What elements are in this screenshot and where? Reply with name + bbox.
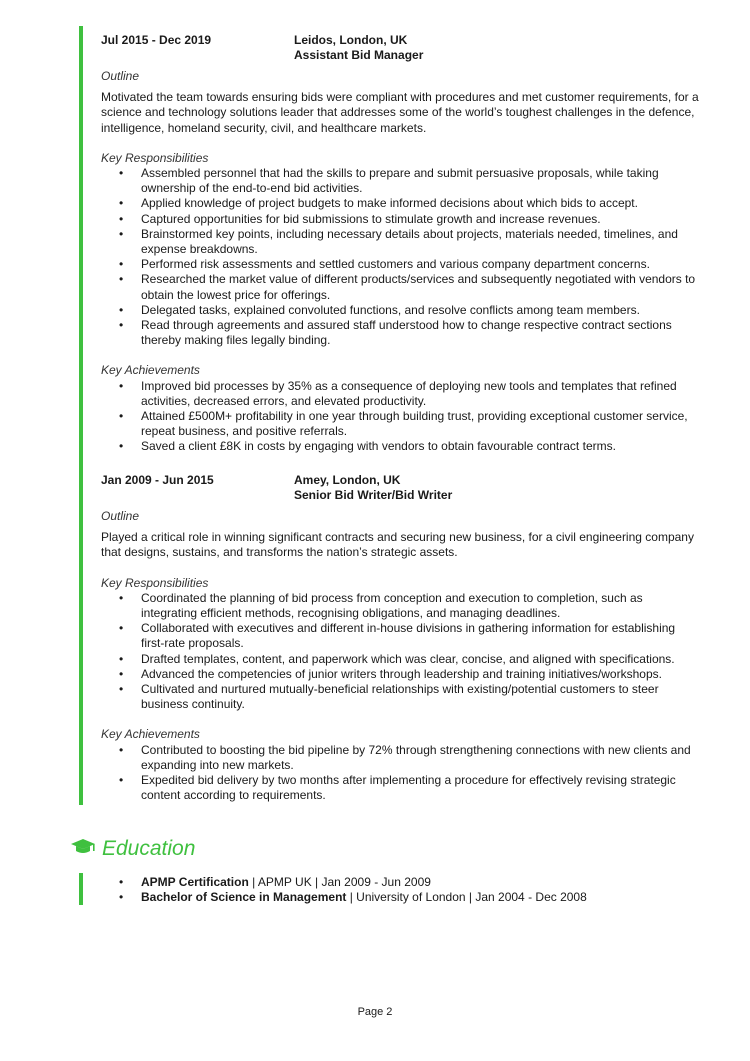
list-item <box>119 302 701 318</box>
list-item-text: Researched the market value of different products/services and subsequently negotiated with vendors to obtain the lowest price for offerings. <box>141 272 696 302</box>
bullet-marker: • <box>119 682 124 697</box>
bullet-marker: • <box>119 196 124 211</box>
achievements-list <box>119 378 701 455</box>
list-item-text: Read through agreements and assured staff understood how to change respective contract sections thereby making files legally binding. <box>141 318 672 348</box>
bullet-marker: • <box>119 378 124 393</box>
bullet-marker: • <box>119 621 124 636</box>
list-item-text: Improved bid processes by 35% as a consequence of deploying new tools and templates that refined activities, decreased errors, and elevated productivity. <box>141 378 677 408</box>
bullet-marker: • <box>119 773 124 788</box>
list-item <box>119 621 701 651</box>
job-entry <box>101 33 701 455</box>
job-header <box>101 473 701 503</box>
bullet-marker: • <box>119 651 124 666</box>
education-list <box>119 875 701 905</box>
responsibilities-label: Key Responsibilities <box>101 150 209 165</box>
list-item <box>119 666 701 682</box>
list-item-text: Attained £500M+ profitability in one year through building trust, providing exceptional customer service, repeat business, and positive referrals. <box>141 409 688 439</box>
list-item-text: Expedited bid delivery by two months after implementing a procedure for effectively revising strategic content according to requirements. <box>141 773 676 803</box>
job-dates: Jul 2015 - Dec 2019 <box>101 33 212 47</box>
job-header <box>101 33 701 63</box>
bullet-marker: • <box>119 318 124 333</box>
list-item <box>119 257 701 272</box>
list-item-text: Assembled personnel that had the skills to prepare and submit persuasive proposals, while taking ownership of the end-to-end bid activities. <box>141 166 659 196</box>
bullet-marker: • <box>119 166 124 181</box>
list-item-text: Brainstormed key points, including necessary details about projects, materials needed, timelines, and expense breakdowns. <box>141 226 678 257</box>
education-details: | University of London | Jan 2004 - Dec 2008 <box>346 890 587 905</box>
list-item <box>119 409 701 439</box>
bullet-marker: • <box>119 211 124 226</box>
bullet-marker: • <box>119 302 124 317</box>
bullet-marker: • <box>119 742 124 757</box>
bullet-marker: • <box>119 257 124 272</box>
list-item <box>119 196 701 211</box>
list-item-text: Advanced the competencies of junior writers through leadership and training initiatives/workshops. <box>141 666 662 681</box>
job-entry <box>101 473 701 803</box>
education-item: • Bachelor of Science in Management | University of London | Jan 2004 - Dec 2008 <box>119 890 587 905</box>
bullet-marker: • <box>119 226 124 241</box>
list-item-text: Coordinated the planning of bid process from conception and execution to completion, such as integrating efficient methods, recognising obligations, and managing deadlines. <box>141 590 643 621</box>
education-details: | APMP UK | Jan 2009 - Jun 2009 <box>248 875 431 889</box>
list-item-text: Performed risk assessments and settled customers and various company department concerns. <box>141 257 650 272</box>
list-item-text: Drafted templates, content, and paperwork which was clear, concise, and aligned with specifications. <box>141 651 675 666</box>
job-outline: Played a critical role in winning significant contracts and securing new business, for a civil engineering company that designs, sustains, and transforms the nation’s strategic assets. <box>101 530 694 560</box>
list-item <box>119 211 701 227</box>
responsibilities-label: Key Responsibilities <box>101 575 209 590</box>
list-item <box>119 651 701 667</box>
education-item: • APMP Certification | APMP UK | Jan 2009 - Jun 2009 <box>119 875 431 889</box>
list-item-text: Saved a client £8K in costs by engaging with vendors to obtain favourable contract terms. <box>141 439 616 454</box>
list-item <box>119 318 701 348</box>
outline-label: Outline <box>101 69 140 83</box>
list-item <box>119 682 701 712</box>
job-company: Leidos, London, UK <box>294 33 408 47</box>
list-item <box>119 773 701 803</box>
list-item-text: Cultivated and nurtured mutually-beneficial relationships with existing/potential customers to steer business continuity. <box>141 682 659 712</box>
list-item-text: Contributed to boosting the bid pipeline by 72% through strengthening connections with new clients and expanding into new markets. <box>141 742 691 772</box>
page-number: Page 2 <box>357 1006 393 1018</box>
achievements-label: Key Achievements <box>101 727 200 742</box>
achievements-label: Key Achievements <box>101 363 200 378</box>
list-item <box>119 272 701 302</box>
bullet-marker: • <box>119 590 124 605</box>
job-title: Assistant Bid Manager <box>294 48 424 62</box>
list-item-text: Delegated tasks, explained convoluted functions, and resolve conflicts among team members. <box>141 302 640 317</box>
list-item <box>119 590 701 621</box>
list-item <box>119 166 701 196</box>
list-item-text: Applied knowledge of project budgets to make informed decisions about which bids to accept. <box>141 196 638 211</box>
bullet-marker: • <box>119 439 124 454</box>
achievements-list <box>119 742 701 804</box>
list-item <box>119 742 701 773</box>
education-name: APMP Certification <box>141 875 249 889</box>
graduation-cap-icon <box>70 838 96 860</box>
responsibilities-list <box>119 166 701 348</box>
job-company: Amey, London, UK <box>294 473 401 487</box>
education-title: Education <box>102 837 196 861</box>
job-dates: Jan 2009 - Jun 2015 <box>101 473 214 487</box>
bullet-marker: • <box>119 666 124 681</box>
education-accent-bar <box>79 873 83 905</box>
job-outline: Motivated the team towards ensuring bids were compliant with procedures and met customer requirements, for a science and technology solutions leader that addresses some of the world’s toughest challenges in the defence, intelligence, homeland security, civil, and healthcare markets. <box>101 90 699 135</box>
list-item <box>119 378 701 409</box>
bullet-marker: • <box>119 272 124 287</box>
experience-accent-bar <box>79 26 83 805</box>
list-item-text: Collaborated with executives and different in-house divisions in gathering information for establishing first-rate proposals. <box>141 621 676 651</box>
outline-label: Outline <box>101 509 140 523</box>
list-item-text: Captured opportunities for bid submissions to stimulate growth and increase revenues. <box>141 211 601 226</box>
education-heading <box>70 836 195 862</box>
bullet-marker: • <box>119 409 124 424</box>
job-title: Senior Bid Writer/Bid Writer <box>294 488 453 502</box>
education-name: Bachelor of Science in Management <box>141 890 347 905</box>
list-item <box>119 226 701 257</box>
responsibilities-list <box>119 590 701 713</box>
list-item <box>119 439 701 454</box>
